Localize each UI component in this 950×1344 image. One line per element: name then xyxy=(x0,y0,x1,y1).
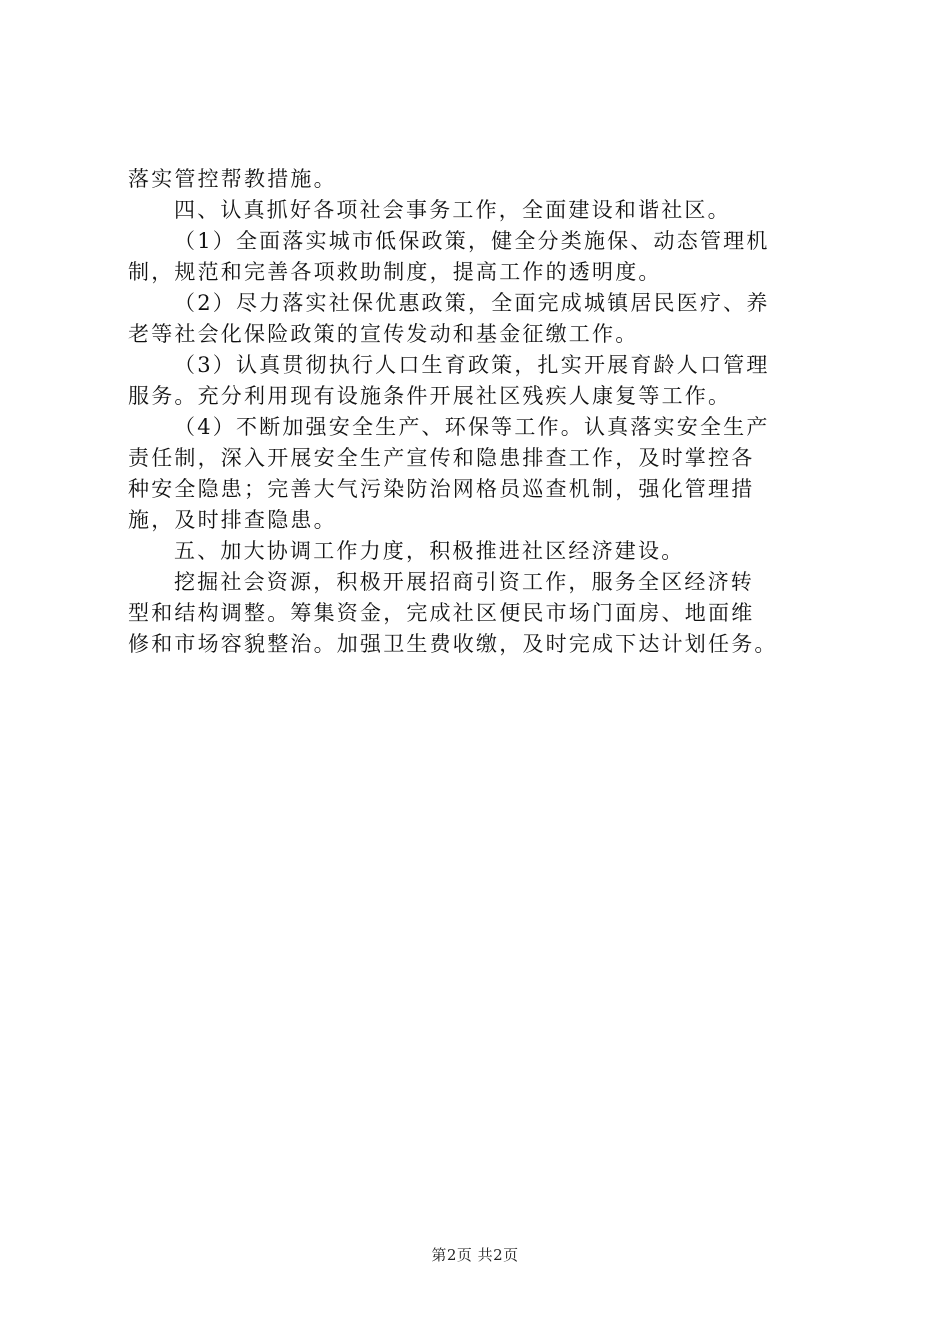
text-line: 责任制，深入开展安全生产宣传和隐患排查工作，及时掌控各 xyxy=(128,446,755,470)
text-line: 落实管控帮教措施。 xyxy=(128,167,337,191)
text-line: 挖掘社会资源，积极开展招商引资工作，服务全区经济转 xyxy=(174,570,754,594)
text-line: 型和结构调整。筹集资金，完成社区便民市场门面房、地面维 xyxy=(128,601,755,625)
section-heading-4: 四、认真抓好各项社会事务工作，全面建设和谐社区。 xyxy=(174,198,731,222)
text-line: 老等社会化保险政策的宣传发动和基金征缴工作。 xyxy=(128,322,639,346)
text-line: 制，规范和完善各项救助制度，提高工作的透明度。 xyxy=(128,260,662,284)
page-footer xyxy=(0,1244,950,1265)
text-line: 施，及时排查隐患。 xyxy=(128,508,337,532)
text-line: 服务。充分利用现有设施条件开展社区残疾人康复等工作。 xyxy=(128,384,732,408)
text-line: 修和市场容貌整治。加强卫生费收缴，及时完成下达计划任务。 xyxy=(128,632,778,656)
section-heading-5: 五、加大协调工作力度，积极推进社区经济建设。 xyxy=(174,539,685,563)
text-line: （1）全面落实城市低保政策，健全分类施保、动态管理机 xyxy=(174,229,770,253)
page-number-label: 第2页 共2页 xyxy=(431,1246,519,1264)
text-line: （3）认真贯彻执行人口生育政策，扎实开展育龄人口管理 xyxy=(174,353,770,377)
text-line: 种安全隐患；完善大气污染防治网格员巡查机制，强化管理措 xyxy=(128,477,755,501)
body-text xyxy=(128,164,828,660)
text-line: （4）不断加强安全生产、环保等工作。认真落实安全生产 xyxy=(174,415,770,439)
text-line: （2）尽力落实社保优惠政策，全面完成城镇居民医疗、养 xyxy=(174,291,770,315)
